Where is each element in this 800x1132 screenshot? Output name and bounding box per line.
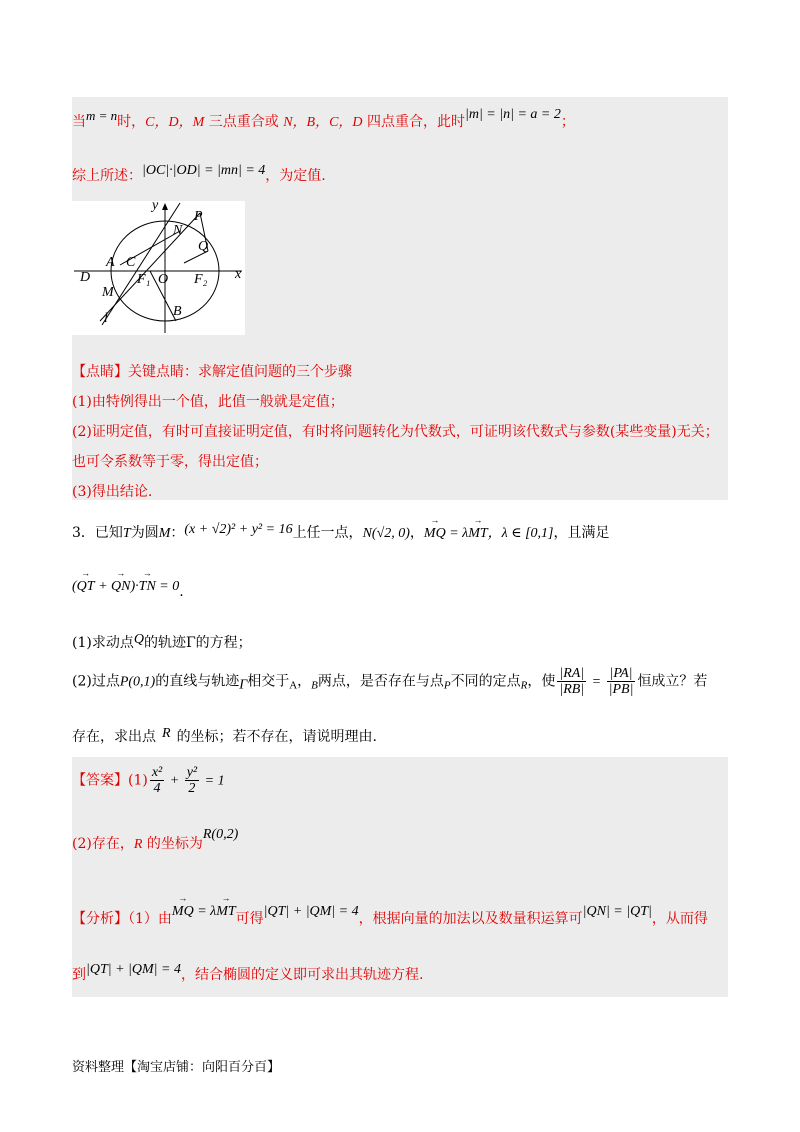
fraction-y2-2 <box>185 765 199 796</box>
text: 关键点睛：求解定值问题的三个步骤 <box>128 364 352 380</box>
math: B <box>311 679 318 692</box>
label-Q: Q <box>198 239 209 254</box>
vector-tn: → TN <box>139 579 156 595</box>
label-B: B <box>173 304 182 319</box>
fraction-ra-rb <box>557 666 586 697</box>
math: T <box>122 526 131 541</box>
vector-qn: → QN <box>111 579 130 595</box>
math: R <box>133 837 143 852</box>
fraction-denominator: |RB| <box>559 682 585 697</box>
text: 时， <box>117 114 146 130</box>
vector-mt: → MT <box>468 526 487 542</box>
math: = 1 <box>201 773 225 789</box>
ellipse-diagram <box>72 201 245 335</box>
label-M: M <box>102 285 114 300</box>
text: 的坐标为 <box>142 836 203 852</box>
text: ， <box>409 525 424 541</box>
problem-3-line1 <box>72 522 610 542</box>
problem-3-q2-line2 <box>72 726 377 746</box>
math-equation: |OC|·|OD| = |mn| = 4 <box>142 163 266 178</box>
problem-3-q2 <box>72 666 707 697</box>
text: (2)存在， <box>72 836 134 852</box>
math: = 0 <box>155 579 180 594</box>
text: ， <box>297 673 312 690</box>
text: 不同的定点 <box>450 673 521 690</box>
text: . <box>179 584 184 600</box>
vector-mt: → MT <box>216 904 235 920</box>
math: = λ <box>193 904 217 919</box>
text: 的轨迹Γ的方程； <box>143 635 252 651</box>
answer-title: 【答案】 <box>72 772 128 789</box>
text: 四点重合，此时 <box>362 114 465 130</box>
problem-3-q1 <box>72 632 252 652</box>
dianjing-line <box>72 361 352 381</box>
text: ，使 <box>527 673 556 690</box>
label-P: P <box>194 209 203 224</box>
label-l: l <box>104 311 108 326</box>
text: 为圆 <box>130 525 159 541</box>
text: 两点，是否存在与点 <box>317 673 444 690</box>
math: ，λ ∈ [0,1] <box>487 526 554 541</box>
step2b-line: 也可令系数等于零，得出定值； <box>72 454 268 470</box>
label-F2: F₂ <box>194 272 208 287</box>
label-C: C <box>126 255 136 270</box>
math: R <box>162 726 171 741</box>
fraction-denominator: 2 <box>188 781 196 796</box>
label-A: A <box>106 255 115 270</box>
text: ： <box>170 525 185 541</box>
analysis-line2 <box>72 962 423 984</box>
math: P <box>443 679 451 692</box>
text: 存在，求出点 <box>72 729 156 745</box>
text: （1）由 <box>128 911 172 927</box>
step3-line: (3)得出结论. <box>72 484 153 500</box>
step1-line: (1)由特例得出一个值，此值一般就是定值； <box>72 394 344 410</box>
math: = <box>588 674 605 690</box>
answer-line2 <box>72 827 238 853</box>
fraction-numerator: |PA| <box>607 666 636 682</box>
vector-mq: → MQ <box>424 526 446 542</box>
math: R <box>520 679 528 692</box>
fraction-numerator: |RA| <box>559 666 585 681</box>
fraction-x2-4 <box>150 765 164 796</box>
text: ，且满足 <box>553 525 610 541</box>
fraction-denominator: |PB| <box>608 682 634 697</box>
text: 上任一点， <box>292 525 363 541</box>
text: 到 <box>72 967 86 983</box>
circle-equation: (x + √2)² + y² = 16 <box>184 522 293 537</box>
text: 可得 <box>235 911 264 927</box>
analysis-title: 【分析】 <box>72 911 128 927</box>
math: + <box>94 579 112 594</box>
math-points: N，B，C，D <box>283 115 363 130</box>
fraction-numerator: y² <box>186 765 198 780</box>
text: 已知 <box>94 525 123 541</box>
special-case-line <box>72 107 575 131</box>
page-footer: 资料整理【淘宝店铺：向阳百分百】 <box>72 1060 281 1075</box>
answer-line1 <box>72 765 225 796</box>
math: Γ <box>239 677 248 693</box>
math-equation: |m| = |n| = a = 2 <box>465 107 561 122</box>
text: 三点重合或 <box>204 114 284 130</box>
math: P(0,1) <box>119 674 156 690</box>
text: 的直线与轨迹 <box>155 673 240 690</box>
dianjing-title: 【点睛】 <box>72 364 128 380</box>
text: 的坐标；若不存在，请说明理由. <box>176 729 378 745</box>
math: |QN| = |QT| <box>582 904 652 919</box>
text: ，为定值. <box>265 168 326 184</box>
text: ，根据向量的加法以及数量积运算可 <box>358 911 583 927</box>
answer-block <box>72 757 728 997</box>
math: |QT| + |QM| = 4 <box>263 904 359 919</box>
step2-line: (2)证明定值，有时可直接证明定值，有时将问题转化为代数式，可证明该代数式与参数(某些变量)无关； <box>72 424 719 440</box>
vector-qt: → QT <box>77 579 95 595</box>
math-condition: m = n <box>86 108 118 123</box>
label-N: N <box>173 223 183 238</box>
label-y: y <box>152 198 159 213</box>
text: (1) <box>128 772 148 789</box>
math: = λ <box>445 526 469 541</box>
label-x: x <box>235 267 242 282</box>
text: 恒成立？若 <box>637 673 708 690</box>
math-points: C，D，M <box>145 115 205 130</box>
math: N(√2, 0) <box>362 526 410 541</box>
problem-number: 3． <box>72 525 95 541</box>
label-O: O <box>158 272 169 287</box>
text: 相交于 <box>247 673 290 690</box>
fraction-pa-pb <box>607 666 636 697</box>
text: ，结合椭圆的定义即可求出其轨迹方程. <box>180 967 424 983</box>
math: )· <box>130 579 139 594</box>
text: (2)过点 <box>72 673 120 690</box>
fraction-numerator: x² <box>151 765 163 780</box>
math: R(0,2) <box>202 827 239 842</box>
problem-3-line2 <box>72 578 184 600</box>
y-axis-arrow <box>162 203 168 210</box>
vector-mq: → MQ <box>172 904 194 920</box>
math: ( <box>72 579 77 594</box>
math: + <box>166 773 183 789</box>
summary-line <box>72 163 326 185</box>
fraction-denominator: 4 <box>153 781 161 796</box>
math: M <box>158 526 171 541</box>
text: ，从而得 <box>651 911 708 927</box>
ellipse-figure <box>72 198 245 335</box>
label-F1: F₁ <box>137 272 151 287</box>
text: 当 <box>72 114 86 130</box>
label-D: D <box>80 270 91 285</box>
problem-3 <box>72 508 728 748</box>
text: (1)求动点 <box>72 635 134 651</box>
solution-continuation-block <box>72 97 728 500</box>
math: A <box>289 679 298 692</box>
analysis-line1 <box>72 904 708 928</box>
text: ； <box>560 114 575 130</box>
text: 综上所述： <box>72 168 142 184</box>
math: |QT| + |QM| = 4 <box>86 962 181 977</box>
math: Q <box>133 632 144 647</box>
